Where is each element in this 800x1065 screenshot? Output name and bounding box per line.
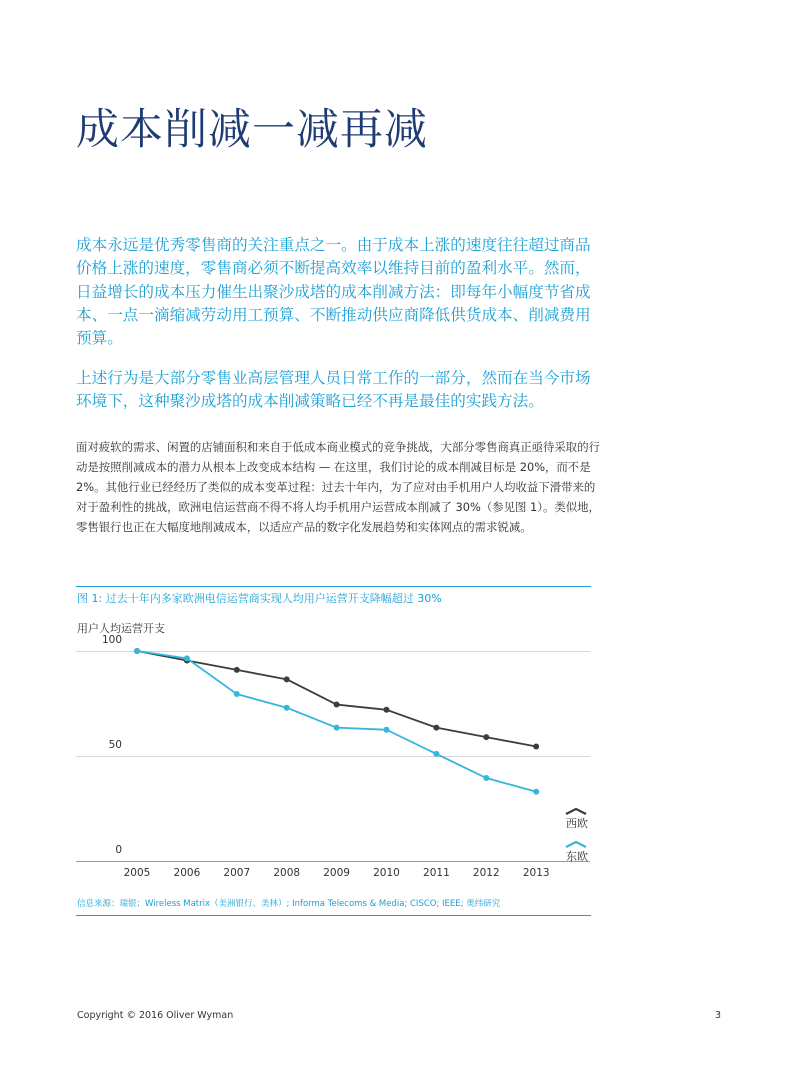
figure-caption: 图 1: 过去十年内多家欧洲电信运营商实现人均用户运营开支降幅超过 30% <box>77 592 442 605</box>
data-point-1-2009 <box>334 725 340 731</box>
series-line-1 <box>137 651 536 792</box>
page-number: 3 <box>715 1010 722 1021</box>
y-tick-label-50: 50 <box>108 739 122 751</box>
chart-y-axis-label: 用户人均运营开支 <box>77 622 165 635</box>
data-point-1-2013 <box>533 789 539 795</box>
body-paragraph: 面对疲软的需求、闲置的店铺面积和来自于低成本商业模式的竞争挑战，大部分零售商真正亟待采取的行动是按照削减成本的潜力从根本上改变成本结构 — 在这里，我们讨论的成本削减目标是 20%，而不是 2%。其他行业已经经历了类似的成本变革过程：过去十年内，为了应对由手机用户人均收益下滑带来的对于盈利性的挑战，欧洲电信运营商不得不将人均手机用户运营成本削减了 30%（参见图 1）。类似地，零售银行也正在大幅度地削减成本，以适应产品的数字化发展趋势和实体网点的需求锐减。 <box>76 440 600 534</box>
legend-swatch-1 <box>566 842 586 847</box>
data-point-0-2011 <box>433 725 439 731</box>
lead-paragraph-2: 上述行为是大部分零售业高层管理人员日常工作的一部分，然而在当今市场环境下，这种聚沙成塔的成本削减策略已经不再是最佳的实践方法。 <box>76 369 591 411</box>
figure-bottom-rule <box>76 915 591 916</box>
legend-swatch-0 <box>566 809 586 814</box>
x-tick-label-2013: 2013 <box>522 867 550 879</box>
data-point-1-2008 <box>284 705 290 711</box>
data-point-0-2012 <box>483 734 489 740</box>
data-point-1-2011 <box>433 751 439 757</box>
data-point-1-2005 <box>134 648 140 654</box>
x-tick-label-2010: 2010 <box>373 867 400 879</box>
data-point-1-2010 <box>384 727 390 733</box>
x-tick-label-2005: 2005 <box>123 867 151 879</box>
data-point-0-2008 <box>284 676 290 682</box>
y-tick-label-0: 0 <box>115 844 122 856</box>
x-tick-label-2012: 2012 <box>472 867 500 879</box>
data-point-0-2009 <box>334 702 340 708</box>
page-title: 成本削减一减再减 <box>76 105 428 155</box>
data-point-1-2006 <box>184 655 190 661</box>
x-tick-label-2006: 2006 <box>173 867 201 879</box>
figure-source: 信息来源：瑞银；Wireless Matrix（美洲银行、美林）; Informa Telecoms & Media; CISCO; IEEE; 奥纬研究 <box>77 899 501 909</box>
lead-paragraph-1: 成本永远是优秀零售商的关注重点之一。由于成本上涨的速度往往超过商品价格上涨的速度，零售商必须不断提高效率以维持目前的盈利水平。然而，日益增长的成本压力催生出聚沙成塔的成本削减方法：即每年小幅度节省成本、一点一滴缩减劳动用工预算、不断推动供应商降低供货成本、削减费用预算。 <box>76 236 591 348</box>
footer-copyright: Copyright © 2016 Oliver Wyman <box>77 1010 234 1021</box>
legend-label-0: 西欧 <box>566 817 588 830</box>
data-point-0-2007 <box>234 667 240 673</box>
data-point-1-2007 <box>234 691 240 697</box>
data-point-1-2012 <box>483 775 489 781</box>
legend-label-1: 东欧 <box>566 850 588 863</box>
y-tick-label-100: 100 <box>101 634 122 646</box>
x-tick-label-2007: 2007 <box>223 867 251 879</box>
data-point-0-2013 <box>533 744 539 750</box>
x-tick-label-2008: 2008 <box>273 867 301 879</box>
data-point-0-2010 <box>384 707 390 713</box>
x-tick-label-2009: 2009 <box>323 867 350 879</box>
x-tick-label-2011: 2011 <box>423 867 450 879</box>
